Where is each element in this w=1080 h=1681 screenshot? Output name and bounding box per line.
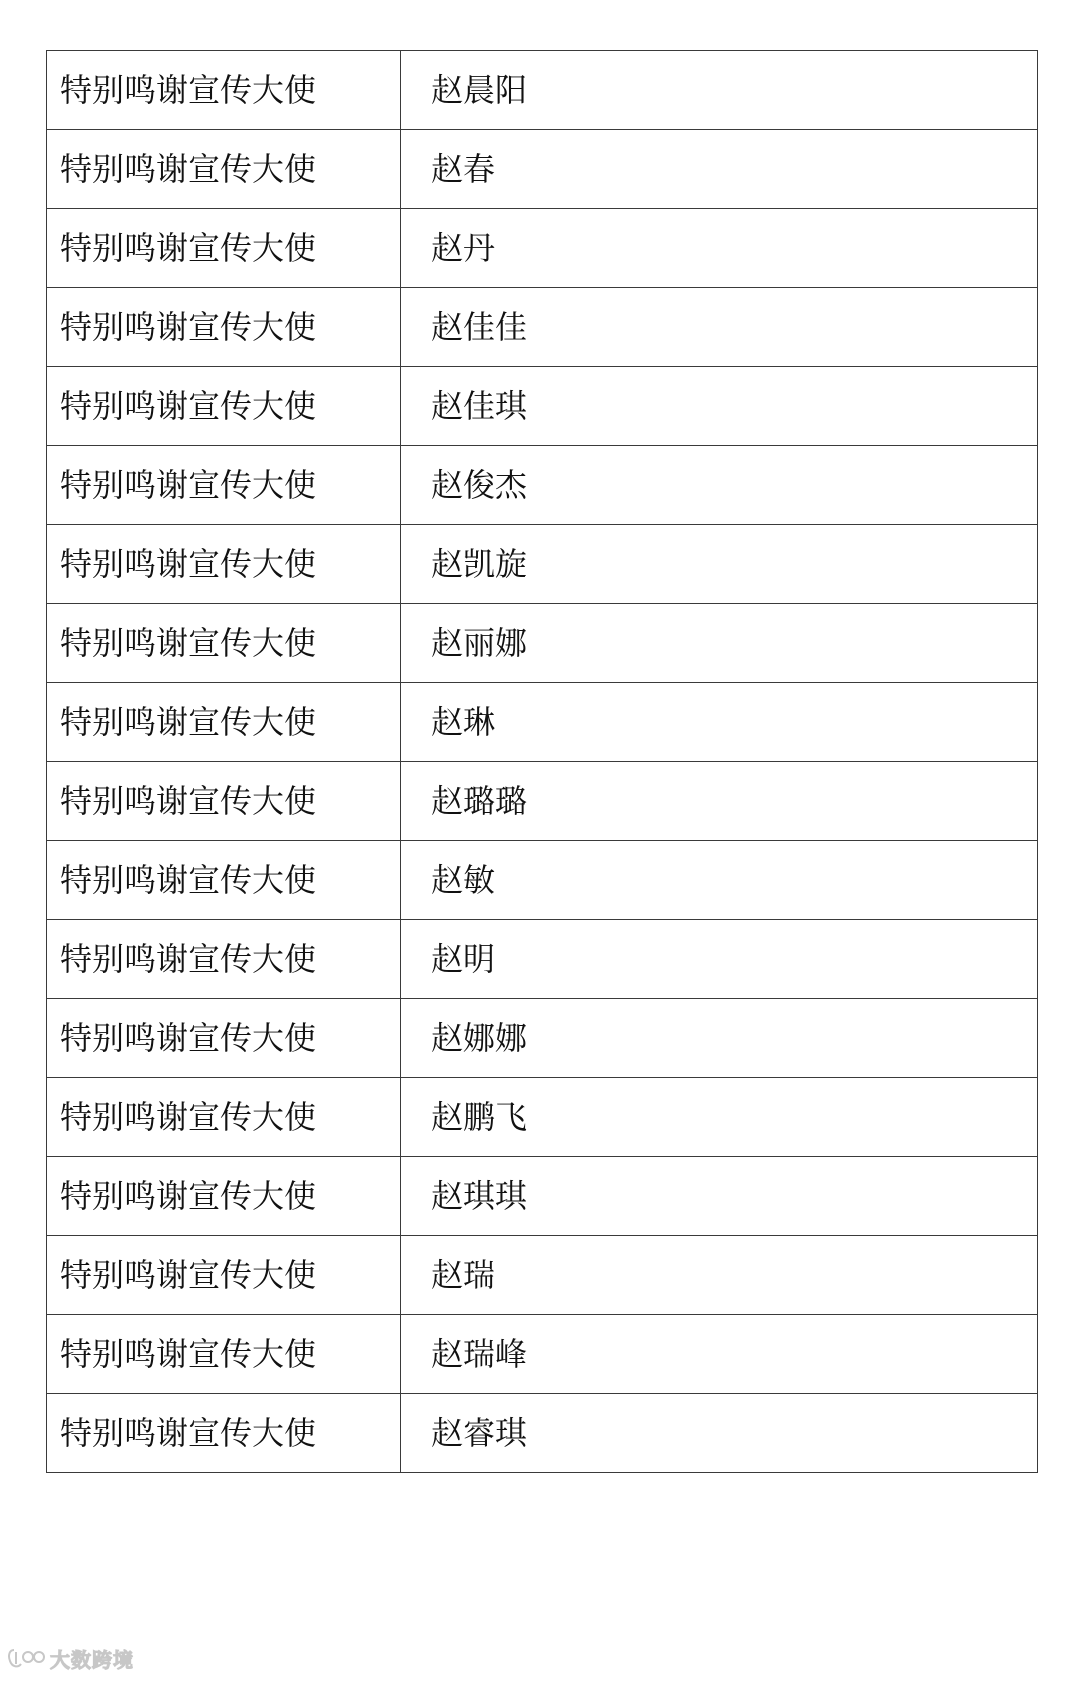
role-cell: 特别鸣谢宣传大使: [47, 525, 401, 604]
table-row: [47, 683, 1038, 762]
role-cell: 特别鸣谢宣传大使: [47, 367, 401, 446]
table-row: [47, 525, 1038, 604]
name-cell: 赵琪琪: [401, 1157, 1038, 1236]
name-cell: 赵明: [401, 920, 1038, 999]
name-cell: 赵瑞峰: [401, 1315, 1038, 1394]
name-cell: 赵春: [401, 130, 1038, 209]
role-cell: 特别鸣谢宣传大使: [47, 762, 401, 841]
table-row: [47, 762, 1038, 841]
table-row: [47, 1236, 1038, 1315]
table-row: [47, 288, 1038, 367]
ambassador-table: [46, 50, 1038, 1473]
name-cell: 赵琳: [401, 683, 1038, 762]
table-row: [47, 1394, 1038, 1473]
table-row: [47, 367, 1038, 446]
name-cell: 赵瑞: [401, 1236, 1038, 1315]
role-cell: 特别鸣谢宣传大使: [47, 683, 401, 762]
name-cell: 赵娜娜: [401, 999, 1038, 1078]
role-cell: 特别鸣谢宣传大使: [47, 1315, 401, 1394]
name-cell: 赵凯旋: [401, 525, 1038, 604]
table-row: [47, 1078, 1038, 1157]
role-cell: 特别鸣谢宣传大使: [47, 209, 401, 288]
name-cell: 赵睿琪: [401, 1394, 1038, 1473]
role-cell: 特别鸣谢宣传大使: [47, 999, 401, 1078]
name-cell: 赵俊杰: [401, 446, 1038, 525]
role-cell: 特别鸣谢宣传大使: [47, 604, 401, 683]
role-cell: 特别鸣谢宣传大使: [47, 920, 401, 999]
name-cell: 赵丹: [401, 209, 1038, 288]
table-row: [47, 604, 1038, 683]
role-cell: 特别鸣谢宣传大使: [47, 446, 401, 525]
name-cell: 赵佳佳: [401, 288, 1038, 367]
table-row: [47, 51, 1038, 130]
brand-logo-icon: [6, 1646, 46, 1672]
role-cell: 特别鸣谢宣传大使: [47, 1394, 401, 1473]
table-row: [47, 841, 1038, 920]
role-cell: 特别鸣谢宣传大使: [47, 288, 401, 367]
table-row: [47, 209, 1038, 288]
role-cell: 特别鸣谢宣传大使: [47, 1236, 401, 1315]
table-row: [47, 1157, 1038, 1236]
role-cell: 特别鸣谢宣传大使: [47, 130, 401, 209]
table-row: [47, 130, 1038, 209]
table-row: [47, 446, 1038, 525]
name-cell: 赵鹏飞: [401, 1078, 1038, 1157]
table-row: [47, 999, 1038, 1078]
watermark: [6, 1644, 134, 1673]
watermark-text: 大数跨境: [50, 1648, 134, 1672]
name-cell: 赵丽娜: [401, 604, 1038, 683]
table-row: [47, 1315, 1038, 1394]
name-cell: 赵璐璐: [401, 762, 1038, 841]
role-cell: 特别鸣谢宣传大使: [47, 1157, 401, 1236]
name-cell: 赵晨阳: [401, 51, 1038, 130]
name-cell: 赵敏: [401, 841, 1038, 920]
ambassador-table-body: [47, 51, 1038, 1473]
role-cell: 特别鸣谢宣传大使: [47, 841, 401, 920]
table-row: [47, 920, 1038, 999]
role-cell: 特别鸣谢宣传大使: [47, 1078, 401, 1157]
name-cell: 赵佳琪: [401, 367, 1038, 446]
role-cell: 特别鸣谢宣传大使: [47, 51, 401, 130]
